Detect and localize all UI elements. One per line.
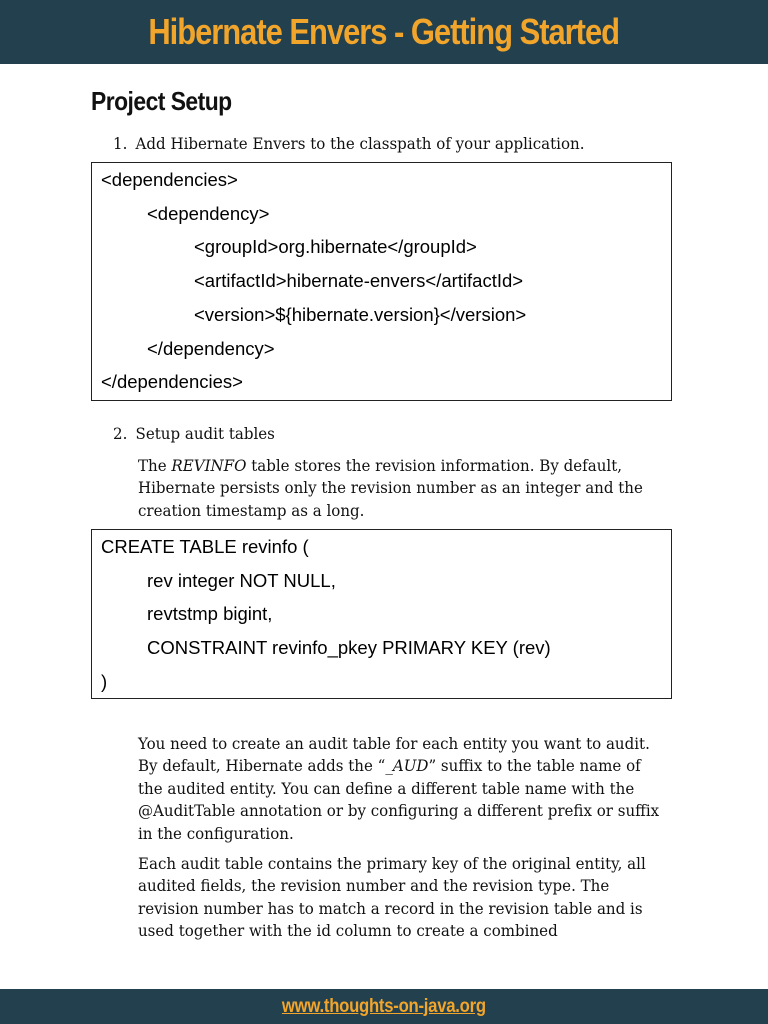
code-line: <dependencies> — [101, 169, 238, 190]
code-line: <version>${hibernate.version}</version> — [194, 304, 527, 325]
paragraph-text: You need to create an audit table for each entity you want to audit. By default, Hibernate adds the “ — [138, 734, 650, 776]
audit-table-paragraph — [138, 733, 664, 845]
dependency-code-block — [91, 162, 672, 401]
code-line: </dependencies> — [101, 371, 243, 392]
step-2 — [113, 424, 275, 443]
page-footer — [0, 989, 768, 1024]
code-line: ) — [101, 671, 108, 692]
revinfo-paragraph — [138, 455, 664, 522]
paragraph-text: ” suffix to the table name of the audited entity. You can define a different table name with the @AuditTable annotation or by configuring a different prefix or suffix in the configuration. — [138, 756, 660, 843]
revinfo-emphasis: REVINFO — [171, 456, 247, 475]
step-1 — [113, 134, 584, 153]
code-line: <dependency> — [147, 203, 270, 224]
code-line: CREATE TABLE revinfo ( — [101, 536, 309, 557]
step-2-number: 2. — [113, 424, 128, 443]
code-line: revtstmp bigint, — [147, 603, 273, 624]
revinfo-code-block — [91, 529, 672, 699]
step-1-text: Add Hibernate Envers to the classpath of your application. — [135, 134, 585, 153]
code-line: <artifactId>hibernate-envers</artifactId> — [194, 270, 524, 291]
step-2-text: Setup audit tables — [135, 424, 275, 443]
code-line: </dependency> — [147, 338, 275, 359]
code-line: rev integer NOT NULL, — [147, 570, 336, 591]
audit-entity-paragraph: Each audit table contains the primary key of the original entity, all audited fields, the revision number and the revision type. The revision number has to match a record in the revision table and is used together with the id column to create a combined — [138, 854, 646, 941]
aud-suffix-emphasis: _AUD — [385, 756, 429, 776]
paragraph-text: table stores the revision information. By default, Hibernate persists only the revision number as an integer and the creation timestamp as a long. — [138, 456, 643, 520]
code-line: <groupId>org.hibernate</groupId> — [194, 236, 477, 257]
step-1-number: 1. — [113, 134, 128, 153]
paragraph-text: The — [138, 456, 172, 475]
website-link[interactable]: www.thoughts-on-java.org — [282, 995, 486, 1017]
section-title: Project Setup — [91, 86, 232, 116]
page-header — [0, 0, 768, 64]
code-line: CONSTRAINT revinfo_pkey PRIMARY KEY (rev) — [147, 637, 551, 658]
page-title: Hibernate Envers - Getting Started — [148, 11, 620, 52]
